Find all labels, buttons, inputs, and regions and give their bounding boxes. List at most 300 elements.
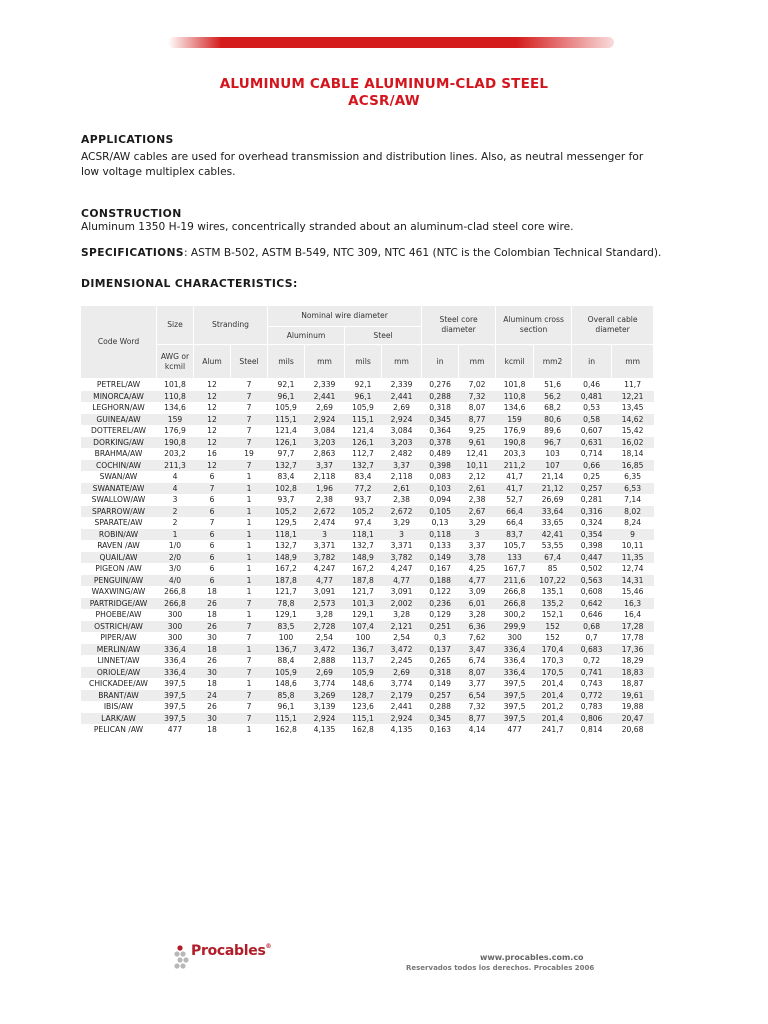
- table-cell: 1: [246, 564, 252, 573]
- table-cell: 10,11: [459, 460, 496, 472]
- table-cell: 7: [231, 414, 268, 426]
- table-cell: 3,782: [382, 552, 422, 564]
- table-cell: 0,105: [422, 506, 459, 518]
- table-cell: 8,02: [612, 506, 654, 518]
- code-word-cell: PHOEBE/AW: [95, 610, 142, 619]
- table-cell: 4,25: [468, 564, 486, 573]
- table-cell: 92,1: [277, 380, 295, 389]
- table-cell: 14,62: [612, 414, 654, 426]
- table-cell: 4,135: [313, 725, 336, 734]
- table-cell: 101,8: [164, 380, 186, 389]
- table-cell: 3,37: [305, 460, 345, 472]
- table-cell: 170,3: [541, 656, 564, 665]
- header-steel-mils: mils: [345, 345, 382, 379]
- table-cell: 26: [207, 656, 217, 665]
- table-cell: 336,4: [503, 656, 526, 665]
- applications-text-line1: ACSR/AW cables are used for overhead transmission and distribution lines. Also, as neutral messenger for: [81, 151, 644, 163]
- table-row: [81, 552, 654, 564]
- table-cell: 3,37: [468, 541, 486, 550]
- code-word-cell: SWAN/AW: [99, 472, 138, 481]
- table-cell: 3,472: [382, 644, 422, 656]
- page-title-line1: ALUMINUM CABLE ALUMINUM-CLAD STEEL: [219, 76, 549, 92]
- table-cell: 4: [157, 483, 194, 495]
- table-row: [81, 517, 654, 529]
- table-cell: 176,9: [503, 426, 526, 435]
- table-cell: 93,7: [354, 495, 372, 504]
- footer-rights: Reservados todos los derechos. Procables 2006: [406, 964, 595, 972]
- table-cell: 6,74: [468, 656, 486, 665]
- table-cell: 2/0: [157, 552, 194, 564]
- table-cell: 0,68: [572, 621, 612, 633]
- table-cell: 10,11: [621, 541, 644, 550]
- table-cell: 0,316: [572, 506, 612, 518]
- table-cell: 105,9: [268, 667, 305, 679]
- table-cell: 33,64: [534, 506, 572, 518]
- table-cell: 7: [209, 518, 215, 527]
- table-cell: 2,12: [468, 472, 486, 481]
- table-cell: 13,45: [621, 403, 644, 412]
- table-cell: 0,58: [572, 414, 612, 426]
- table-cell: 11,7: [624, 380, 642, 389]
- table-cell: 3,371: [313, 541, 336, 550]
- table-cell: 6: [209, 541, 215, 550]
- table-cell: 4,247: [313, 564, 336, 573]
- table-cell: 8,07: [459, 667, 496, 679]
- table-cell: 20,47: [612, 713, 654, 725]
- table-cell: 2,69: [393, 403, 410, 412]
- table-cell: 2,61: [459, 483, 496, 495]
- header-steel: Steel: [345, 327, 422, 345]
- table-cell: 0,772: [572, 690, 612, 702]
- table-cell: 52,7: [506, 495, 524, 504]
- table-cell: 162,8: [352, 725, 374, 734]
- table-cell: 0,714: [580, 449, 603, 458]
- code-word-cell: PENGUIN/AW: [81, 575, 157, 587]
- table-cell: 115,1: [345, 713, 382, 725]
- table-cell: 0,149: [422, 552, 459, 564]
- table-cell: 7: [231, 391, 268, 403]
- table-cell: 2,441: [390, 702, 413, 711]
- table-cell: 132,7: [352, 541, 374, 550]
- header-aluminum-cross-section: Aluminum cross section: [496, 306, 572, 345]
- table-cell: 18: [207, 610, 217, 619]
- table-row: [81, 460, 654, 472]
- table-cell: 2,672: [382, 506, 422, 518]
- table-cell: 0,324: [580, 518, 603, 527]
- table-cell: 1: [231, 529, 268, 541]
- code-word-cell: BRAHMA/AW: [94, 449, 143, 458]
- table-cell: 16: [207, 449, 217, 458]
- table-row: [81, 621, 654, 633]
- code-word-cell: PIGEON /AW: [95, 564, 142, 573]
- code-word-cell: DOTTEREL/AW: [91, 426, 146, 435]
- table-cell: 2,573: [305, 598, 345, 610]
- table-cell: 3: [459, 529, 496, 541]
- table-row: [81, 713, 654, 725]
- table-cell: 152: [534, 621, 572, 633]
- table-cell: 12: [207, 403, 217, 412]
- table-cell: 105,9: [345, 667, 382, 679]
- table-cell: 1,96: [305, 483, 345, 495]
- table-cell: 0,783: [580, 702, 603, 711]
- table-cell: 8,07: [468, 403, 486, 412]
- table-cell: 2,924: [305, 414, 345, 426]
- header-code-word: Code Word: [81, 306, 157, 379]
- table-cell: 15,42: [621, 426, 644, 435]
- table-cell: 0,398: [422, 460, 459, 472]
- table-cell: 211,2: [496, 460, 534, 472]
- table-cell: 126,1: [268, 437, 305, 449]
- footer-url[interactable]: www.procables.com.co: [480, 953, 584, 962]
- table-cell: 103: [545, 449, 560, 458]
- header-steel-core-diameter: Steel core diameter: [422, 306, 496, 345]
- header-cross-kcmil: kcmil: [496, 345, 534, 379]
- applications-heading: APPLICATIONS: [81, 133, 174, 146]
- table-row: [81, 609, 654, 621]
- registered-mark: ®: [265, 943, 272, 950]
- table-cell: 0,288: [422, 391, 459, 403]
- table-cell: 97,4: [354, 518, 372, 527]
- header-core-in: in: [422, 345, 459, 379]
- table-cell: 0,743: [580, 679, 603, 688]
- table-cell: 19,88: [621, 702, 644, 711]
- table-cell: 7: [231, 690, 268, 702]
- code-word-cell: QUAIL/AW: [81, 552, 157, 564]
- table-cell: 397,5: [503, 679, 526, 688]
- page-title-line2: ACSR/AW: [348, 93, 420, 109]
- table-cell: 89,6: [544, 426, 562, 435]
- table-cell: 83,4: [277, 472, 295, 481]
- table-cell: 3,37: [382, 460, 422, 472]
- code-word-cell: PIPER/AW: [100, 633, 137, 642]
- table-cell: 0,354: [572, 529, 612, 541]
- code-word-cell: OSTRICH/AW: [81, 621, 157, 633]
- table-cell: 1: [246, 679, 252, 688]
- table-cell: 0,741: [572, 667, 612, 679]
- table-cell: 6: [209, 472, 215, 481]
- code-word-cell: BRANT/AW: [81, 690, 157, 702]
- header-nominal-diameter: Nominal wire diameter: [268, 306, 422, 327]
- table-cell: 1: [246, 587, 252, 596]
- table-cell: 12: [207, 380, 217, 389]
- table-cell: 2,121: [382, 621, 422, 633]
- table-cell: 18,83: [612, 667, 654, 679]
- table-cell: 2: [172, 518, 178, 527]
- table-cell: 128,7: [345, 690, 382, 702]
- table-row: [81, 402, 654, 414]
- table-cell: 170,4: [534, 644, 572, 656]
- table-cell: 2,69: [305, 667, 345, 679]
- table-cell: 1: [231, 483, 268, 495]
- table-cell: 41,7: [496, 483, 534, 495]
- table-row: [81, 667, 654, 679]
- table-cell: 0,257: [422, 690, 459, 702]
- table-row: [81, 448, 654, 460]
- table-cell: 0,276: [429, 380, 451, 389]
- table-row: [81, 575, 654, 587]
- table-cell: 1: [246, 495, 252, 504]
- table-cell: 3,084: [313, 426, 336, 435]
- table-cell: 3,091: [313, 587, 336, 596]
- table-cell: 2,38: [316, 495, 333, 504]
- table-cell: 14,31: [612, 575, 654, 587]
- table-row: [81, 471, 654, 483]
- table-cell: 0,137: [422, 644, 459, 656]
- table-row: [81, 506, 654, 518]
- table-cell: 1: [246, 472, 252, 481]
- table-cell: 26,69: [541, 495, 564, 504]
- table-cell: 100: [278, 633, 294, 642]
- code-word-cell: RAVEN /AW: [97, 541, 140, 550]
- table-cell: 11,35: [612, 552, 654, 564]
- table-cell: 16,02: [612, 437, 654, 449]
- table-cell: 397,5: [157, 713, 194, 725]
- table-cell: 3,28: [468, 610, 486, 619]
- table-cell: 7: [231, 598, 268, 610]
- table-cell: 3,782: [305, 552, 345, 564]
- table-cell: 0,7: [585, 633, 598, 642]
- table-cell: 2,441: [305, 391, 345, 403]
- table-cell: 0,502: [580, 564, 603, 573]
- table-cell: 162,8: [275, 725, 297, 734]
- table-cell: 190,8: [496, 437, 534, 449]
- table-cell: 19,61: [612, 690, 654, 702]
- table-row: [81, 540, 654, 552]
- table-cell: 2,118: [390, 472, 413, 481]
- table-cell: 1: [157, 529, 194, 541]
- table-cell: 152,1: [541, 610, 564, 619]
- table-cell: 170,5: [534, 667, 572, 679]
- table-cell: 30: [194, 713, 231, 725]
- table-cell: 132,7: [268, 460, 305, 472]
- table-row: [81, 494, 654, 506]
- table-cell: 26: [194, 621, 231, 633]
- table-cell: 9,25: [468, 426, 486, 435]
- specifications-heading: SPECIFICATIONS: [81, 247, 184, 259]
- table-cell: 2,728: [305, 621, 345, 633]
- table-cell: 8,77: [459, 414, 496, 426]
- table-cell: 78,8: [268, 598, 305, 610]
- table-cell: 17,28: [612, 621, 654, 633]
- table-cell: 2,38: [393, 495, 410, 504]
- code-word-cell: MINORCA/AW: [81, 391, 157, 403]
- table-cell: 7: [194, 483, 231, 495]
- table-cell: 187,8: [268, 575, 305, 587]
- table-cell: 96,1: [345, 391, 382, 403]
- table-cell: 3,472: [305, 644, 345, 656]
- table-cell: 336,4: [496, 644, 534, 656]
- table-cell: 2,924: [382, 713, 422, 725]
- table-cell: 4,135: [390, 725, 413, 734]
- table-cell: 167,2: [352, 564, 374, 573]
- table-cell: 6,01: [459, 598, 496, 610]
- table-cell: 300: [167, 633, 183, 642]
- table-cell: 176,9: [164, 426, 186, 435]
- table-cell: 0,251: [422, 621, 459, 633]
- table-cell: 18,14: [621, 449, 644, 458]
- header-steel-mm: mm: [382, 345, 422, 379]
- table-cell: 121,7: [352, 587, 374, 596]
- table-cell: 18: [207, 725, 217, 734]
- dimensional-heading: DIMENSIONAL CHARACTERISTICS:: [81, 277, 298, 290]
- table-cell: 0,133: [429, 541, 451, 550]
- table-cell: 107,4: [345, 621, 382, 633]
- table-cell: 0,167: [429, 564, 451, 573]
- table-cell: 397,5: [157, 690, 194, 702]
- table-row: [81, 563, 654, 575]
- table-cell: 132,7: [275, 541, 297, 550]
- table-cell: 26: [194, 598, 231, 610]
- table-row: [81, 701, 654, 713]
- table-cell: 12: [194, 414, 231, 426]
- table-cell: 83,5: [268, 621, 305, 633]
- table-cell: 7,32: [459, 391, 496, 403]
- table-cell: 0,3: [434, 633, 447, 642]
- table-cell: 20,68: [621, 725, 644, 734]
- table-cell: 3: [305, 529, 345, 541]
- code-word-cell: GUINEA/AW: [81, 414, 157, 426]
- table-cell: 2,54: [316, 633, 333, 642]
- table-cell: 3: [172, 495, 178, 504]
- table-cell: 397,5: [496, 713, 534, 725]
- table-cell: 105,2: [345, 506, 382, 518]
- table-cell: 21,14: [541, 472, 564, 481]
- table-cell: 0,378: [422, 437, 459, 449]
- table-cell: 26: [207, 702, 217, 711]
- top-red-bar: [168, 37, 614, 48]
- table-cell: 96,1: [268, 391, 305, 403]
- header-steel-count: Steel: [231, 345, 268, 379]
- table-cell: 12: [194, 460, 231, 472]
- table-cell: 12,41: [466, 449, 488, 458]
- table-cell: 4,77: [382, 575, 422, 587]
- table-cell: 112,7: [352, 449, 374, 458]
- table-cell: 121,4: [275, 426, 297, 435]
- table-cell: 1: [231, 575, 268, 587]
- table-cell: 3,203: [305, 437, 345, 449]
- table-cell: 85: [547, 564, 558, 573]
- table-cell: 67,4: [534, 552, 572, 564]
- table-cell: 211,3: [157, 460, 194, 472]
- table-cell: 30: [207, 633, 217, 642]
- table-cell: 66,4: [496, 506, 534, 518]
- table-cell: 211,6: [496, 575, 534, 587]
- code-word-cell: LARK/AW: [81, 713, 157, 725]
- code-word-cell: LINNET/AW: [97, 656, 140, 665]
- table-cell: 0,188: [422, 575, 459, 587]
- table-cell: 2,339: [313, 380, 336, 389]
- table-cell: 17,36: [612, 644, 654, 656]
- table-cell: 0,607: [580, 426, 603, 435]
- header-alum-mils: mils: [268, 345, 305, 379]
- construction-heading: CONSTRUCTION: [81, 207, 182, 220]
- table-cell: 56,2: [534, 391, 572, 403]
- table-cell: 17,78: [621, 633, 644, 642]
- table-cell: 7: [246, 633, 252, 642]
- table-cell: 2,002: [382, 598, 422, 610]
- table-cell: 266,8: [164, 587, 186, 596]
- table-cell: 7: [231, 621, 268, 633]
- table-row: [81, 724, 654, 736]
- table-cell: 7: [246, 403, 252, 412]
- table-cell: 2,38: [468, 495, 486, 504]
- table-cell: 6: [194, 575, 231, 587]
- table-cell: 7: [231, 437, 268, 449]
- code-word-cell: MERLIN/AW: [81, 644, 157, 656]
- table-row: [81, 379, 654, 391]
- table-cell: 3,139: [313, 702, 336, 711]
- table-cell: 6,53: [612, 483, 654, 495]
- table-cell: 96,1: [277, 702, 295, 711]
- table-cell: 148,6: [352, 679, 374, 688]
- code-word-cell: SWALLOW/AW: [91, 495, 146, 504]
- table-cell: 1: [246, 518, 252, 527]
- table-cell: 126,1: [345, 437, 382, 449]
- table-cell: 53,55: [541, 541, 564, 550]
- table-cell: 66,4: [506, 518, 524, 527]
- table-cell: 477: [167, 725, 183, 734]
- table-cell: 107: [534, 460, 572, 472]
- code-word-cell: PARTRIDGE/AW: [81, 598, 157, 610]
- table-cell: 0,094: [429, 495, 451, 504]
- brand-name: Procables: [191, 943, 266, 959]
- table-cell: 187,8: [345, 575, 382, 587]
- table-cell: 0,122: [429, 587, 451, 596]
- table-cell: 6: [209, 564, 215, 573]
- table-cell: 3,28: [393, 610, 410, 619]
- table-cell: 115,1: [268, 713, 305, 725]
- table-cell: 6,35: [624, 472, 642, 481]
- table-cell: 148,6: [275, 679, 297, 688]
- table-cell: 3/0: [168, 564, 182, 573]
- table-cell: 3,77: [468, 679, 486, 688]
- table-cell: 201,4: [534, 690, 572, 702]
- table-cell: 12: [194, 391, 231, 403]
- table-cell: 397,5: [496, 690, 534, 702]
- table-cell: 0,129: [429, 610, 451, 619]
- table-cell: 83,7: [496, 529, 534, 541]
- table-cell: 115,1: [268, 414, 305, 426]
- table-cell: 92,1: [354, 380, 372, 389]
- table-cell: 2,924: [382, 414, 422, 426]
- header-awg-kcmil: AWG or kcmil: [157, 345, 194, 379]
- table-cell: 3,78: [459, 552, 496, 564]
- table-cell: 30: [194, 667, 231, 679]
- table-cell: 101,3: [345, 598, 382, 610]
- table-cell: 4: [172, 472, 178, 481]
- table-cell: 8,77: [459, 713, 496, 725]
- table-cell: 12: [194, 437, 231, 449]
- table-cell: 0,103: [422, 483, 459, 495]
- table-cell: 3: [382, 529, 422, 541]
- table-cell: 0,66: [572, 460, 612, 472]
- table-row: [81, 632, 654, 644]
- table-cell: 7: [231, 667, 268, 679]
- table-cell: 135,2: [534, 598, 572, 610]
- table-row: [81, 425, 654, 437]
- table-cell: 0,318: [422, 667, 459, 679]
- table-cell: 7: [246, 702, 252, 711]
- table-cell: 7,32: [468, 702, 486, 711]
- table-cell: 118,1: [268, 529, 305, 541]
- table-cell: 2,482: [390, 449, 413, 458]
- table-row: [81, 690, 654, 702]
- table-cell: 0,563: [572, 575, 612, 587]
- table-cell: 2,672: [305, 506, 345, 518]
- header-overall-in: in: [572, 345, 612, 379]
- table-cell: 7,14: [624, 495, 642, 504]
- table-cell: 134,6: [164, 403, 186, 412]
